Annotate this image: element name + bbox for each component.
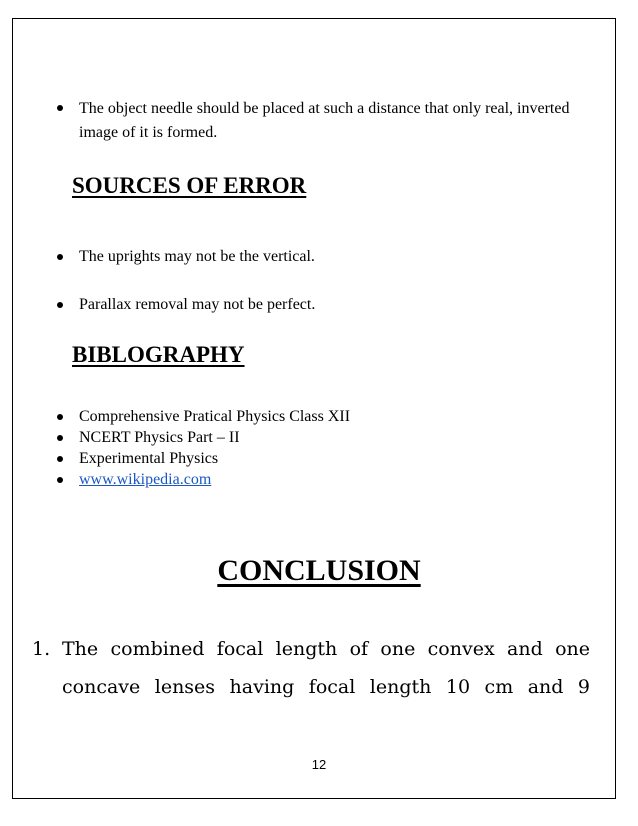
bibliography-heading: BIBLOGRAPHY: [72, 342, 245, 367]
wikipedia-link[interactable]: www.wikipedia.com: [79, 471, 212, 488]
conclusion-title-text: CONCLUSION: [217, 554, 421, 587]
list-item: Experimental Physics: [55, 448, 350, 469]
sources-of-error-list-2: [55, 294, 315, 316]
sources-of-error-list-1: [55, 246, 315, 268]
list-item: Parallax removal may not be perfect.: [55, 294, 315, 316]
sources-of-error-heading: SOURCES OF ERROR: [72, 173, 307, 198]
page-number: 12: [311, 757, 327, 772]
bibliography-list: [55, 406, 350, 490]
precautions-list: [55, 97, 595, 145]
list-item: NCERT Physics Part – II: [55, 427, 350, 448]
conclusion-title: [0, 551, 638, 591]
list-item: The uprights may not be the vertical.: [55, 246, 315, 268]
list-item: [55, 469, 350, 490]
conclusion-item-text: The combined focal length of one convex and one concave lenses having focal length 10 cm and 9: [62, 638, 590, 698]
conclusion-item-number: 1.: [32, 638, 51, 660]
list-item: The object needle should be placed at such a distance that only real, inverted image of it is formed.: [55, 97, 595, 145]
conclusion-paragraph: [32, 630, 590, 706]
list-item: Comprehensive Pratical Physics Class XII: [55, 406, 350, 427]
